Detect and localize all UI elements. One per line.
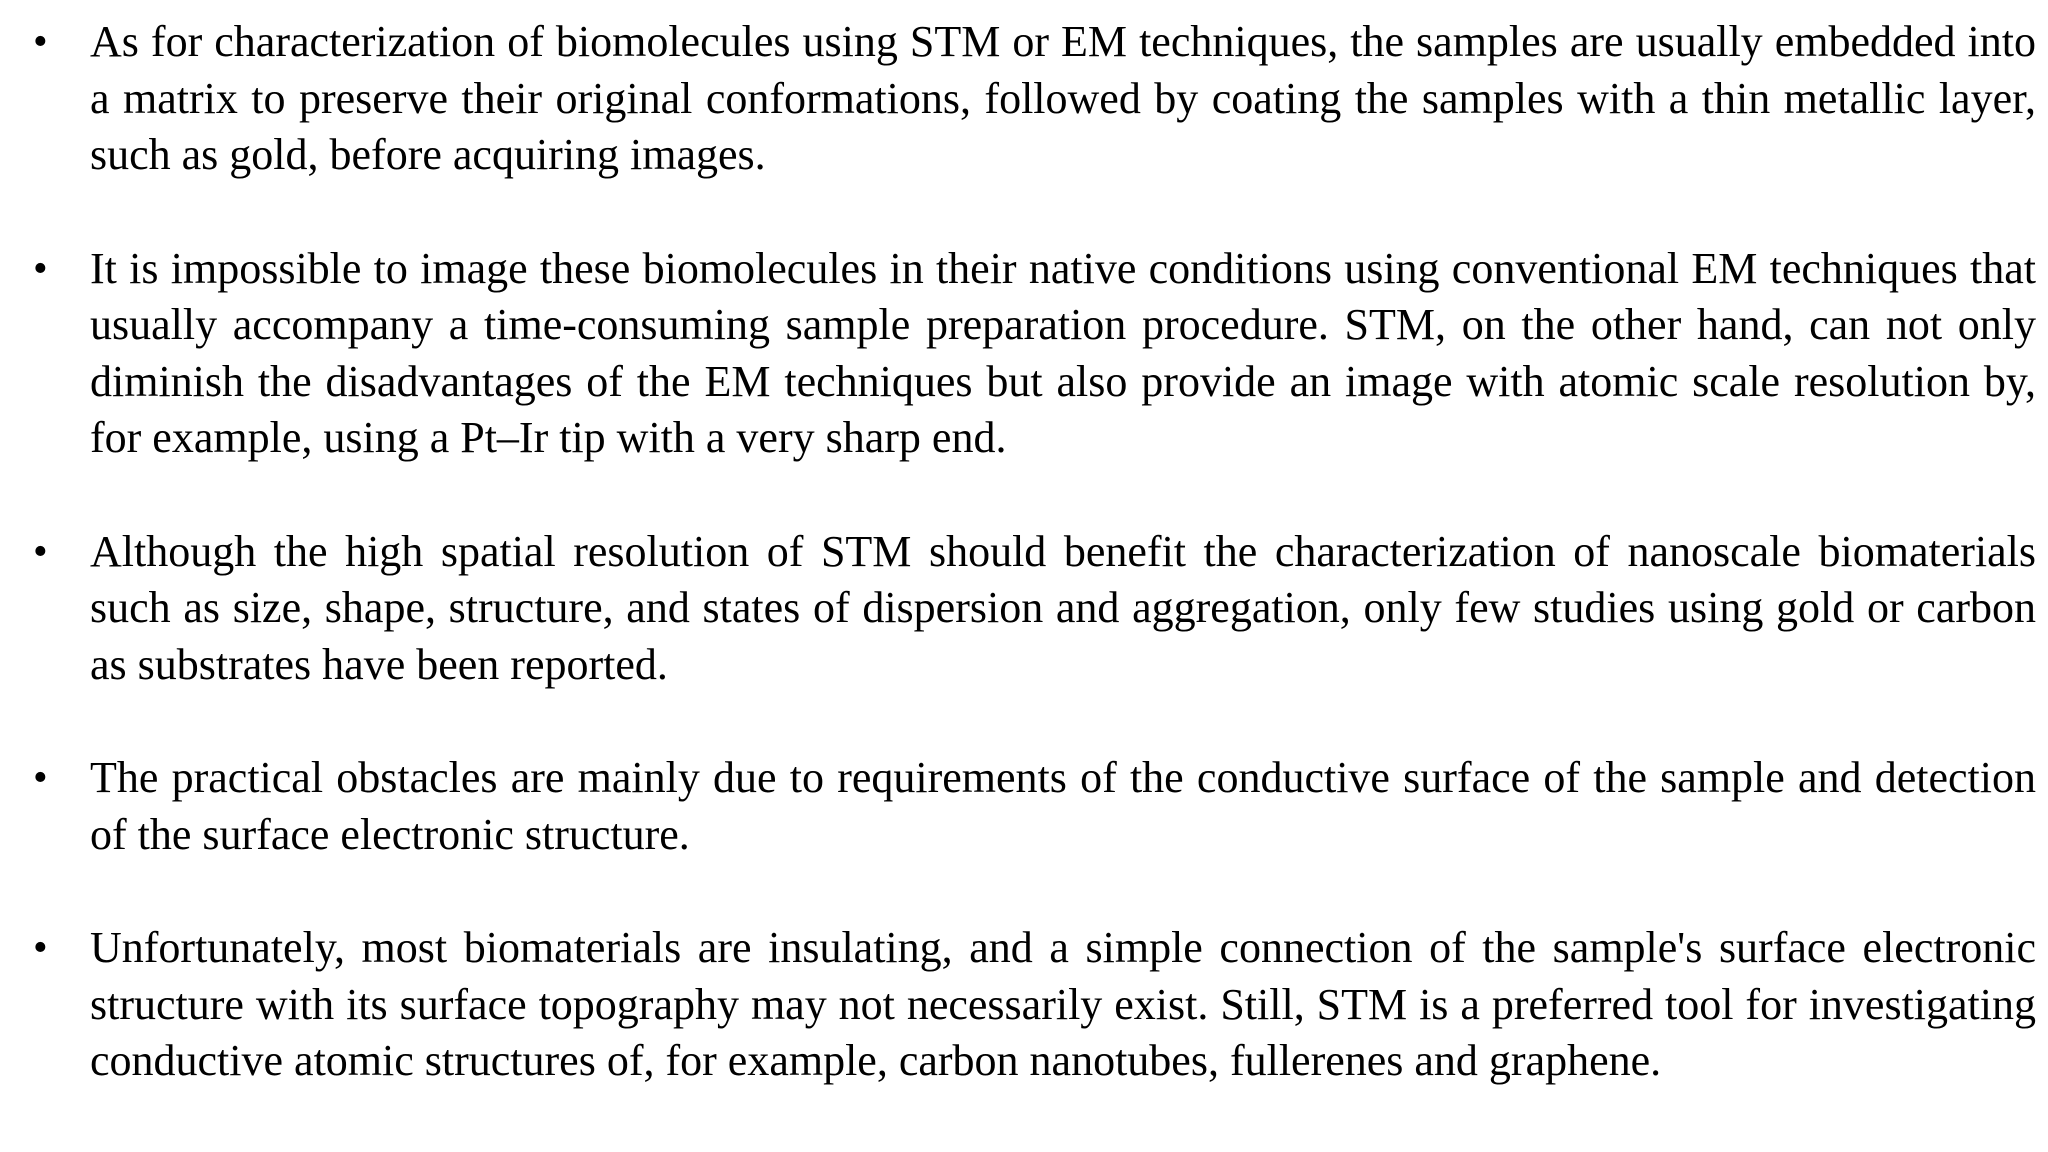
bullet-text: Although the high spatial resolution of STM should benefit the characterization of nanoscale biomaterials such as size, shape, structure, and states of dispersion and aggregation, only few studies using gold or carbon as substrates have been reported. <box>90 526 2036 689</box>
bullet-item <box>0 241 2036 467</box>
bullet-item <box>0 14 2036 184</box>
bullet-marker: • <box>33 245 48 292</box>
bullet-item <box>0 920 2036 1090</box>
bullet-text: Unfortunately, most biomaterials are insulating, and a simple connection of the sample's surface electronic structure with its surface topography may not necessarily exist. Still, STM is a preferred tool for investigating conductive atomic structures of, for example, carbon nanotubes, fullerenes and graphene. <box>90 923 2036 1085</box>
bullet-marker: • <box>33 755 48 801</box>
bullet-list <box>0 14 2036 1090</box>
bullet-marker: • <box>33 19 48 65</box>
bullet-item <box>0 750 2036 863</box>
bullet-marker: • <box>33 925 48 971</box>
bullet-item <box>0 524 2036 694</box>
bullet-text: As for characterization of biomolecules using STM or EM techniques, the samples are usually embedded into a matrix to preserve their original conformations, followed by coating the samples with a thin metallic layer, such as gold, before acquiring images. <box>90 17 2036 179</box>
bullet-text: It is impossible to image these biomolecules in their native conditions using conventional EM techniques that usually accompany a time-consuming sample preparation procedure. STM, on the other hand, can not only diminish the disadvantages of the EM techniques but also provide an image with atomic scale resolution by, for example, using a Pt–Ir tip with a very sharp end. <box>90 243 2036 462</box>
bullet-text: The practical obstacles are mainly due to requirements of the conductive surface of the sample and detection of the surface electronic structure. <box>90 753 2036 859</box>
bullet-marker: • <box>33 528 48 575</box>
